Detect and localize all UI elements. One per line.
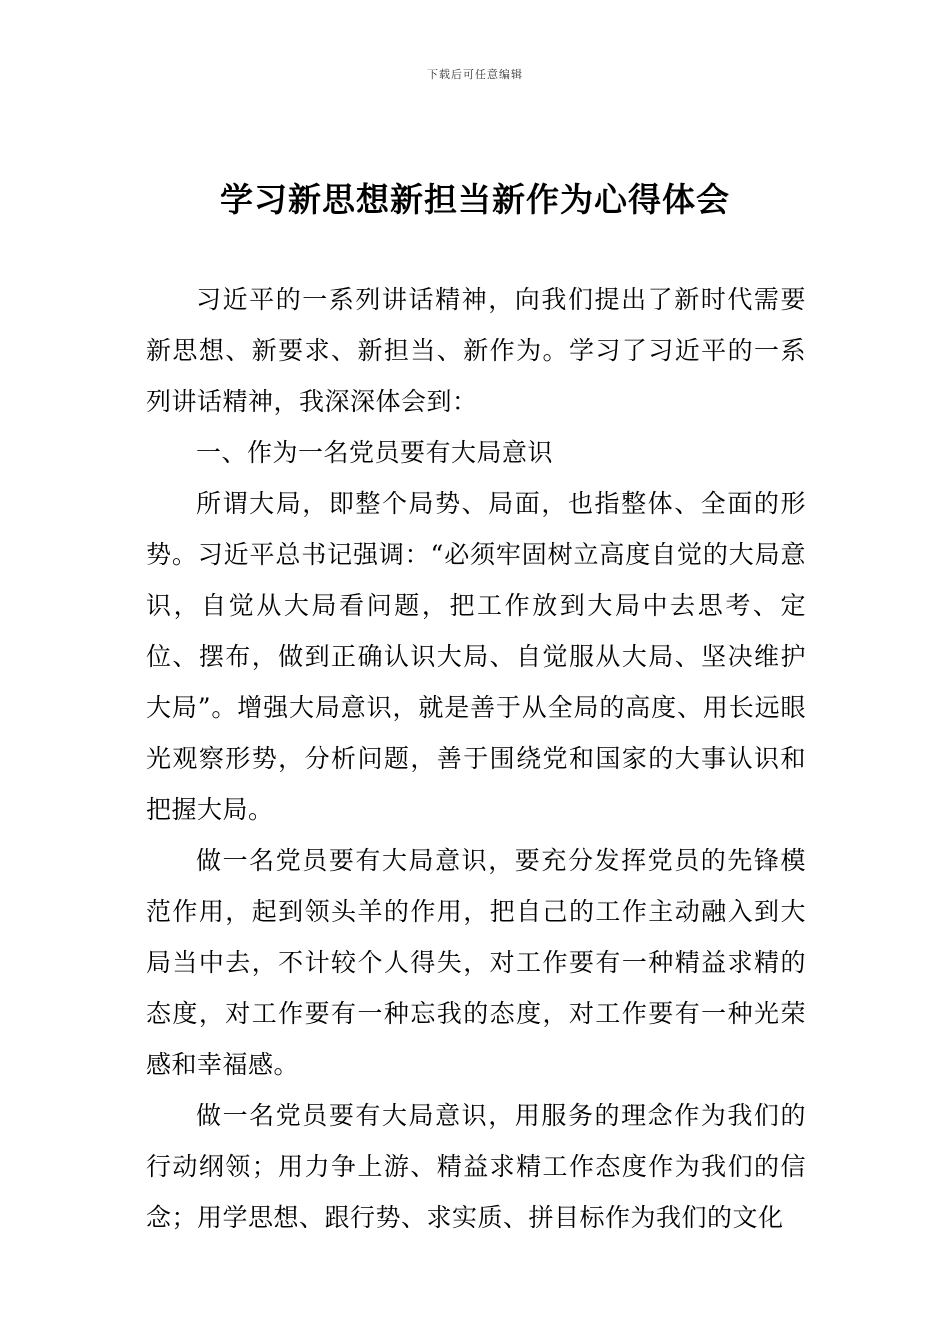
section-heading-1: 一、作为一名党员要有大局意识: [196, 438, 554, 467]
paragraph-big-picture: 所谓大局，即整个局势、局面，也指整体、全面的形势。习近平总书记强调：“必须牢固树立高度自觉的大局意识，自觉从大局看问题，把工作放到大局中去思考、定位、摆布，做到正确认识大局、自觉服从大局、坚决维护大局”。增强大局意识，就是善于从全局的高度、用长远眼光观察形势，分析问题，善于围绕党和国家的大事认识和把握大局。: [146, 489, 806, 824]
header-note: 下载后可任意编辑: [427, 68, 523, 81]
paragraph-service: 做一名党员要有大局意识，用服务的理念作为我们的行动纲领；用力争上游、精益求精工作态度作为我们的信念；用学思想、跟行势、求实质、拼目标作为我们的文化: [146, 1101, 806, 1232]
document-body: [146, 274, 806, 1243]
paragraph-vanguard: 做一名党员要有大局意识，要充分发挥党员的先锋模范作用，起到领头羊的作用，把自己的工作主动融入到大局当中去，不计较个人得失，对工作要有一种精益求精的态度，对工作要有一种忘我的态度，对工作要有一种光荣感和幸福感。: [146, 846, 806, 1079]
document-title: 学习新思想新担当新作为心得体会: [220, 180, 730, 219]
paragraph-intro: 习近平的一系列讲话精神，向我们提出了新时代需要新思想、新要求、新担当、新作为。学习了习近平的一系列讲话精神，我深深体会到：: [146, 285, 806, 416]
